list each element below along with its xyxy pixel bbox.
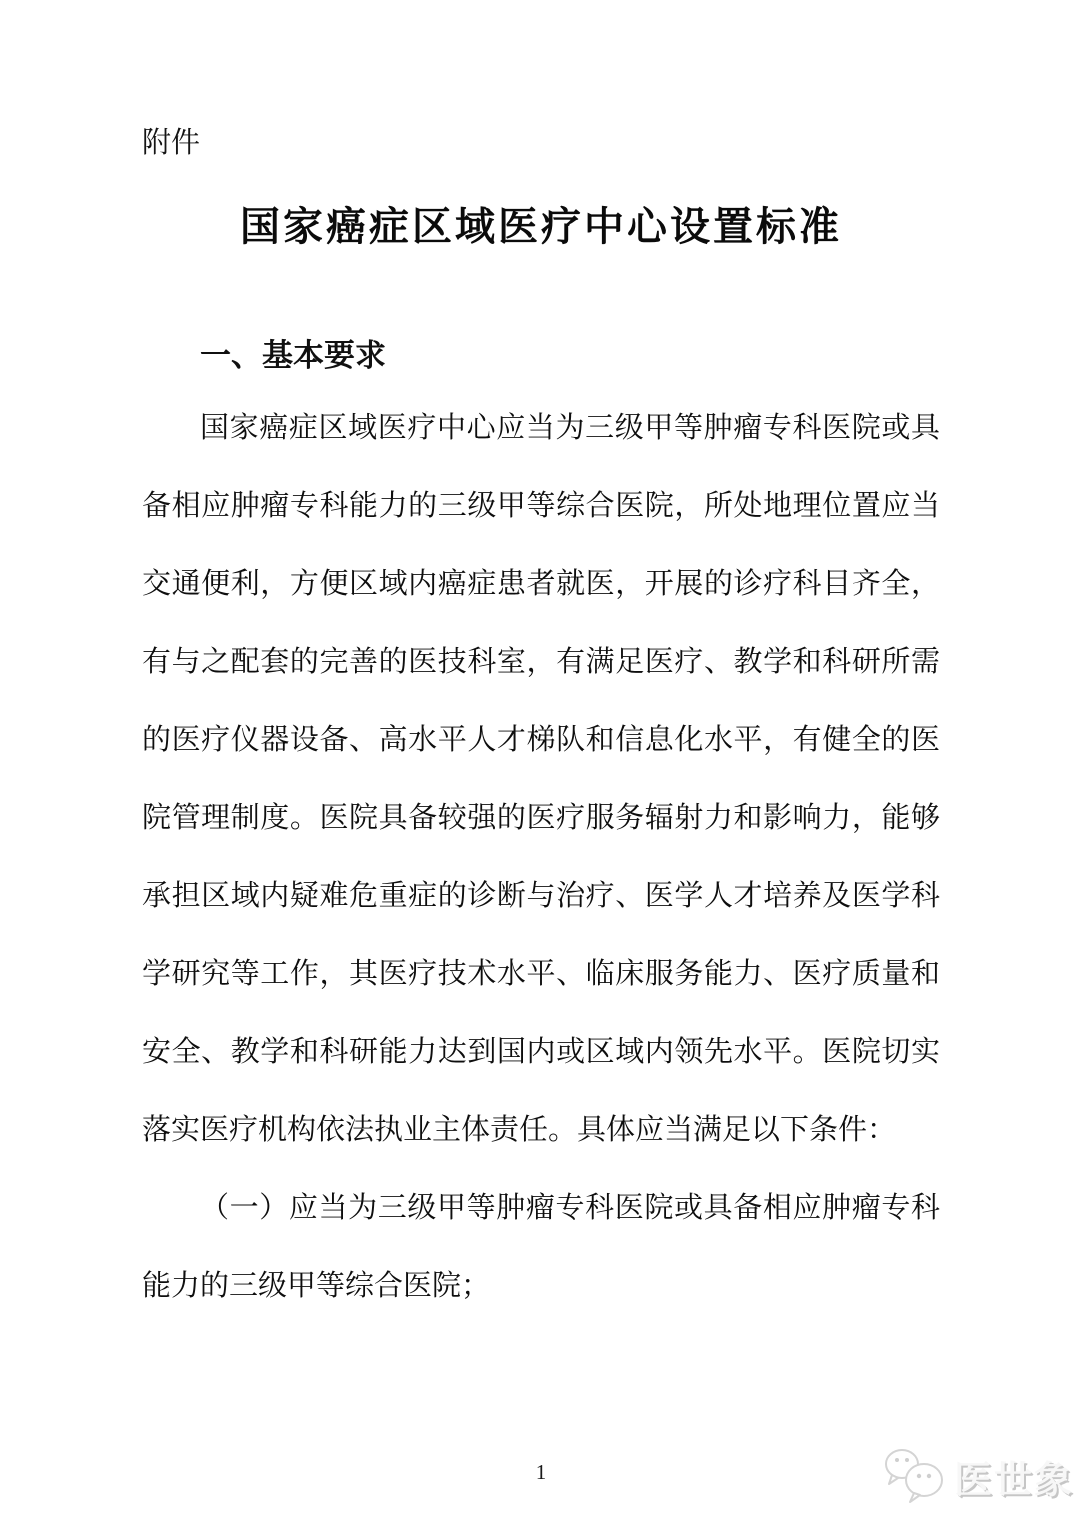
- paragraph-line: 交通便利，方便区域内癌症患者就医，开展的诊疗科目齐全，: [142, 568, 940, 600]
- paragraph-2: [142, 1169, 940, 1325]
- paragraph-line: 落实医疗机构依法执业主体责任。具体应当满足以下条件：: [142, 1114, 897, 1146]
- paragraph-line: 学研究等工作，其医疗技术水平、临床服务能力、医疗质量和: [142, 958, 940, 990]
- paragraph-line: 安全、教学和科研能力达到国内或区域内领先水平。医院切实: [142, 1036, 940, 1068]
- watermark-brand-text: 医世象: [953, 1460, 1074, 1502]
- paragraph-line: 有与之配套的完善的医技科室，有满足医疗、教学和科研所需: [142, 646, 940, 678]
- section-heading: 一、基本要求: [200, 338, 386, 373]
- document-title: 国家癌症区域医疗中心设置标准: [240, 204, 842, 249]
- page-number: 1: [535, 1460, 547, 1484]
- paragraph-line: 能力的三级甲等综合医院；: [142, 1270, 491, 1302]
- paragraph-line: 备相应肿瘤专科能力的三级甲等综合医院，所处地理位置应当: [142, 490, 940, 522]
- paragraph-line: 院管理制度。医院具备较强的医疗服务辐射力和影响力，能够: [142, 802, 940, 834]
- paragraph-line: 国家癌症区域医疗中心应当为三级甲等肿瘤专科医院或具: [200, 412, 940, 444]
- wechat-chat-bubbles-icon: [882, 1444, 948, 1509]
- brand-watermark: [882, 1444, 1074, 1509]
- paragraph-line: 的医疗仪器设备、高水平人才梯队和信息化水平，有健全的医: [142, 724, 940, 756]
- paragraph-1: [142, 389, 940, 1169]
- attachment-label: 附件: [142, 127, 201, 159]
- paragraph-line: （一）应当为三级甲等肿瘤专科医院或具备相应肿瘤专科: [200, 1192, 940, 1224]
- paragraph-line: 承担区域内疑难危重症的诊断与治疗、医学人才培养及医学科: [142, 880, 940, 912]
